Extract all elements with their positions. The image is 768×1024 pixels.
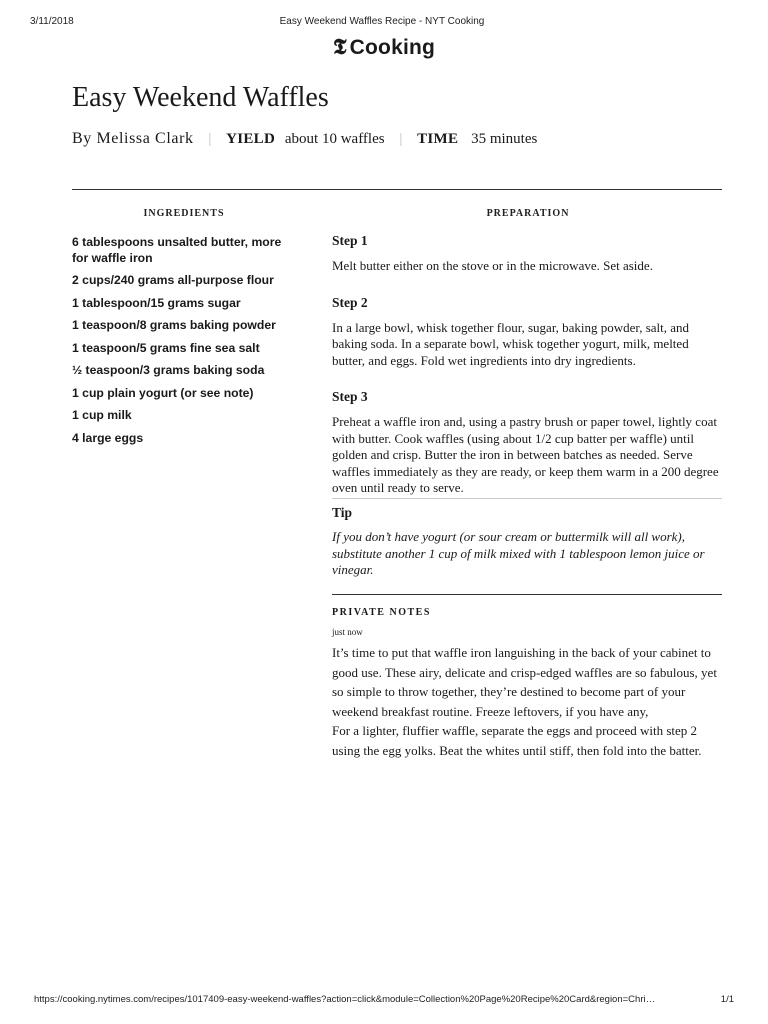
- ingredient-item: 1 cup milk: [72, 408, 132, 422]
- print-page-title: Easy Weekend Waffles Recipe - NYT Cooking: [279, 16, 485, 27]
- time-value: 35 minutes: [471, 131, 538, 147]
- ingredient-item: 6 tablespoons unsalted butter, more for waffle iron: [72, 235, 282, 265]
- ingredient-item: 1 teaspoon/8 grams baking powder: [72, 318, 276, 332]
- ingredient-item: 1 tablespoon/15 grams sugar: [72, 295, 241, 310]
- logo-text: Cooking: [349, 36, 436, 59]
- step-label: Step 1: [332, 233, 368, 248]
- private-notes-label: PRIVATE NOTES: [332, 607, 431, 618]
- prep-step: [332, 233, 723, 275]
- note-text: For a lighter, fluffier waffle, separate the eggs and proceed with step 2 using the egg yolks. Beat the whites until stiff, then fold into the batter.: [332, 723, 702, 758]
- meta-divider: |: [399, 131, 403, 147]
- print-footer: [34, 994, 734, 1008]
- tip-label: Tip: [332, 505, 353, 520]
- ingredient-item: 2 cups/240 grams all-purpose flour: [72, 273, 274, 287]
- print-page-number: 1/1: [720, 994, 734, 1005]
- recipe-author[interactable]: By Melissa Clark: [72, 130, 194, 147]
- nyt-t-logo-icon: 𝕿: [332, 34, 347, 59]
- ingredient-item: 4 large eggs: [72, 430, 144, 445]
- meta-divider: |: [208, 131, 212, 147]
- ingredients-section: [72, 208, 296, 453]
- step-text: Preheat a waffle iron and, using a pastry brush or paper towel, lightly coat with butter. Cook waffles (using about 1/2 cup batter per waffle) until golden and crisp. Butter the iron in between batches as needed. Serve waffles immediately as they are ready, or keep them warm in a 200 degree oven until ready to serve.: [332, 414, 719, 495]
- print-date: 3/11/2018: [30, 16, 74, 27]
- nyt-cooking-logo[interactable]: [0, 34, 768, 60]
- tip-section: [332, 505, 723, 579]
- ingredient-item: ½ teaspoon/3 grams baking soda: [72, 363, 265, 377]
- prep-step: [332, 295, 723, 370]
- yield-label: YIELD: [226, 131, 276, 147]
- step-label: Step 2: [332, 294, 368, 310]
- header-divider: [72, 189, 722, 190]
- print-header: [30, 16, 734, 30]
- recipe-title: Easy Weekend Waffles: [72, 82, 329, 113]
- preparation-heading: PREPARATION: [486, 208, 570, 219]
- yield-value: about 10 waffles: [284, 131, 385, 147]
- step-label: Step 3: [332, 389, 368, 404]
- ingredient-item: 1 cup plain yogurt (or see note): [72, 385, 254, 400]
- ingredients-list: [72, 235, 296, 446]
- ingredients-heading: INGREDIENTS: [143, 208, 225, 219]
- tip-text: If you don’t have yogurt (or sour cream or buttermilk will all work), substitute another 1 cup of milk mixed with 1 tablespoon lemon juice or vinegar.: [332, 529, 705, 577]
- print-url: https://cooking.nytimes.com/recipes/1017409-easy-weekend-waffles?action=click&module=Collection%20Page%20Recipe%20Card&region=Chri…: [34, 994, 656, 1005]
- recipe-meta: [72, 130, 722, 148]
- preparation-section: [332, 208, 723, 511]
- step-text: In a large bowl, whisk together flour, sugar, baking powder, salt, and baking soda. In a separate bowl, whisk together yogurt, milk, melted butter, and eggs. Fold wet ingredients into dry ingredients.: [332, 319, 690, 368]
- prep-step: [332, 389, 723, 497]
- private-notes-section: [332, 607, 723, 760]
- note-timestamp: just now: [332, 627, 363, 637]
- notes-divider: [332, 594, 722, 595]
- ingredient-item: 1 teaspoon/5 grams fine sea salt: [72, 340, 260, 355]
- time-label: TIME: [417, 131, 459, 147]
- step-text: Melt butter either on the stove or in the microwave. Set aside.: [332, 258, 653, 273]
- note-text: It’s time to put that waffle iron languishing in the back of your cabinet to good use. These airy, delicate and crisp-edged waffles are so fabulous, yet so simple to throw together, they’re destined to become part of your weekend breakfast routine. Freeze leftovers, if you have any,: [332, 645, 717, 719]
- tip-divider: [332, 498, 722, 499]
